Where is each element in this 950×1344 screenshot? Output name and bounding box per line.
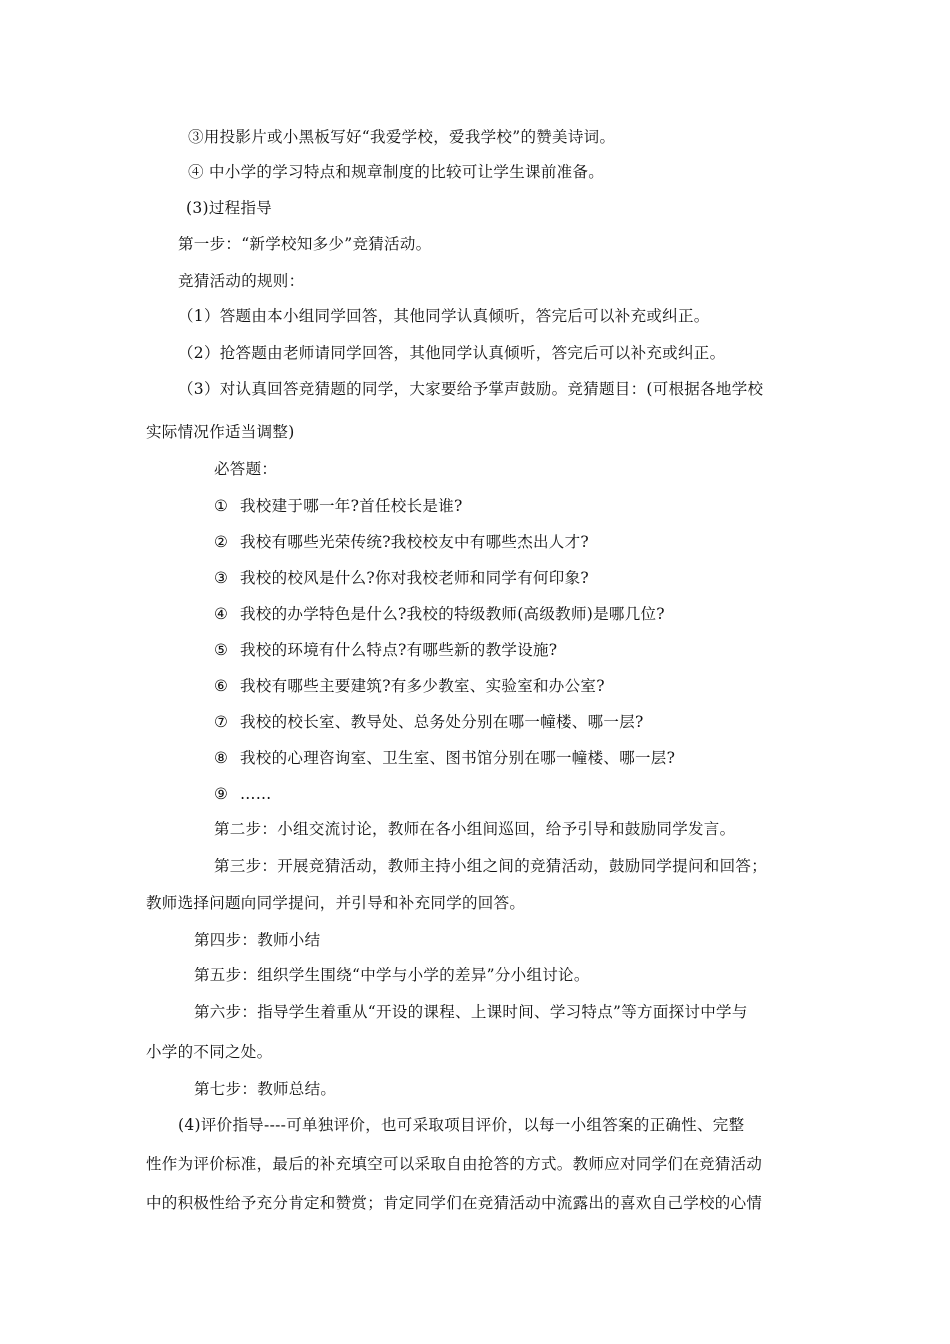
rule-2: （2）抢答题由老师请同学回答，其他同学认真倾听，答完后可以补充或纠正。: [178, 344, 726, 362]
step-3-line-1: 第三步：开展竞猜活动，教师主持小组之间的竞猜活动，鼓励同学提问和回答；: [214, 857, 768, 875]
question-item: [214, 496, 463, 516]
required-questions-heading: 必答题：: [214, 460, 278, 478]
question-number: ⑧: [214, 749, 229, 767]
question-number: ⑥: [214, 677, 229, 695]
prep-item-3: ③用投影片或小黑板写好“我爱学校，爱我学校”的赞美诗词。: [188, 128, 616, 146]
step-1: 第一步：“新学校知多少”竞猜活动。: [178, 235, 432, 253]
question-text: ……: [240, 785, 272, 803]
question-text: 我校的校风是什么?你对我校老师和同学有何印象?: [240, 569, 590, 587]
rule-3-line-1: （3）对认真回答竞猜题的同学，大家要给予掌声鼓励。竞猜题目：(可根据各地学校: [178, 380, 764, 398]
question-item: [214, 568, 589, 588]
step-2: 第二步：小组交流讨论，教师在各小组间巡回，给予引导和鼓励同学发言。: [214, 820, 736, 838]
question-text: 我校的校长室、教导处、总务处分别在哪一幢楼、哪一层?: [240, 713, 644, 731]
question-item: [214, 532, 589, 552]
question-item: [214, 676, 605, 696]
question-number: ③: [214, 569, 229, 587]
question-number: ①: [214, 497, 229, 515]
question-number: ②: [214, 533, 229, 551]
evaluation-line-2: 性作为评价标准，最后的补充填空可以采取自由抢答的方式。教师应对同学们在竞猜活动: [146, 1155, 763, 1173]
process-guide-heading: (3)过程指导: [186, 199, 273, 217]
question-number: ⑤: [214, 641, 229, 659]
step-3-line-2: 教师选择问题向同学提问，并引导和补充同学的回答。: [146, 894, 526, 912]
question-number: ⑦: [214, 713, 229, 731]
question-number: ⑨: [214, 785, 229, 803]
question-item: [214, 784, 272, 804]
step-5: 第五步：组织学生围绕“中学与小学的差异”分小组讨论。: [194, 966, 590, 984]
question-text: 我校的心理咨询室、卫生室、图书馆分别在哪一幢楼、哪一层?: [240, 749, 676, 767]
evaluation-line-1: (4)评价指导----可单独评价，也可采取项目评价，以每一小组答案的正确性、完整: [178, 1116, 745, 1134]
question-text: 我校有哪些光荣传统?我校校友中有哪些杰出人才?: [240, 533, 590, 551]
evaluation-line-3: 中的积极性给予充分肯定和赞赏；肯定同学们在竞猜活动中流露出的喜欢自己学校的心情: [146, 1194, 763, 1212]
question-item: [214, 712, 644, 732]
question-text: 我校建于哪一年?首任校长是谁?: [240, 497, 463, 515]
question-number: ④: [214, 605, 229, 623]
question-text: 我校的办学特色是什么?我校的特级教师(高级教师)是哪几位?: [240, 605, 665, 623]
question-item: [214, 748, 675, 768]
question-text: 我校的环境有什么特点?有哪些新的教学设施?: [240, 641, 558, 659]
prep-item-4: ④ 中小学的学习特点和规章制度的比较可让学生课前准备。: [188, 163, 605, 181]
rule-3-line-2: 实际情况作适当调整): [146, 423, 295, 441]
step-6-line-2: 小学的不同之处。: [146, 1043, 273, 1061]
rules-heading: 竞猜活动的规则：: [178, 272, 305, 290]
question-item: [214, 640, 557, 660]
step-7: 第七步：教师总结。: [194, 1080, 337, 1098]
rule-1: （1）答题由本小组同学回答，其他同学认真倾听，答完后可以补充或纠正。: [178, 307, 710, 325]
question-item: [214, 604, 665, 624]
step-6-line-1: 第六步：指导学生着重从“开设的课程、上课时间、学习特点”等方面探讨中学与: [194, 1003, 748, 1021]
step-4: 第四步：教师小结: [194, 931, 321, 949]
question-text: 我校有哪些主要建筑?有多少教室、实验室和办公室?: [240, 677, 605, 695]
